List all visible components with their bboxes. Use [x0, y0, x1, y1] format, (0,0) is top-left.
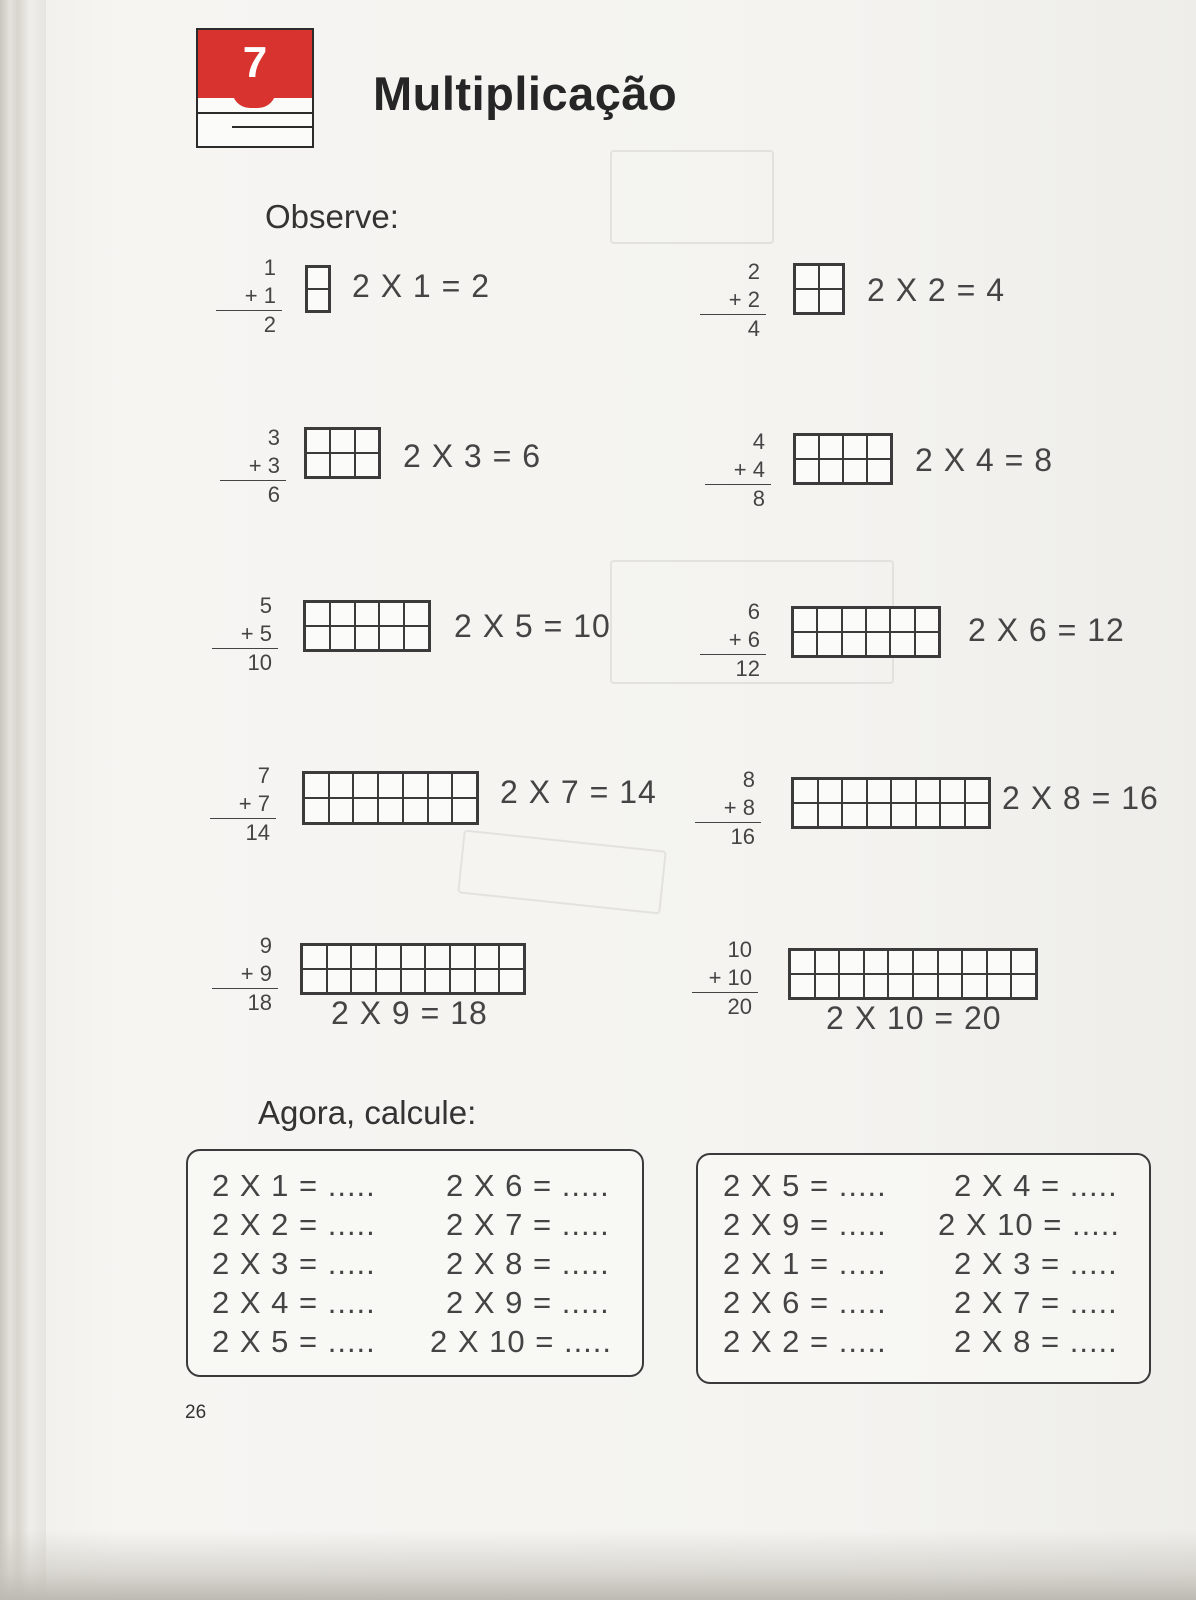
grid-square [965, 803, 990, 827]
practice-exercise: 2 X 6 = ..... [446, 1168, 610, 1203]
addition-stack [700, 598, 766, 683]
addend-top: 10 [727, 937, 752, 962]
practice-exercise: 2 X 6 = ..... [723, 1285, 887, 1320]
grid-square [329, 798, 354, 823]
addend-top: 6 [747, 599, 760, 624]
grid-square [351, 969, 376, 993]
grid-square [938, 950, 963, 974]
practice-exercise: 2 X 2 = ..... [212, 1207, 376, 1242]
addend-bottom: + 8 [695, 794, 761, 823]
grid-square [450, 945, 475, 969]
grid-square [819, 459, 843, 483]
sum: 20 [727, 994, 752, 1019]
grid-square [353, 798, 378, 823]
grid-square [353, 773, 378, 798]
grid-square [793, 632, 817, 656]
grid-square [916, 779, 941, 803]
grid-square [819, 289, 843, 313]
multiplication-equation: 2 X 9 = 18 [331, 995, 488, 1031]
addend-bottom: + 10 [692, 964, 758, 993]
practice-exercise: 2 X 9 = ..... [446, 1285, 610, 1320]
practice-exercise: 2 X 8 = ..... [446, 1246, 610, 1281]
badge-line [232, 126, 312, 128]
grid-square [866, 632, 890, 656]
grid-square [888, 974, 913, 998]
addend-bottom: + 2 [700, 286, 766, 315]
addend-top: 1 [263, 255, 276, 280]
addend-bottom: + 9 [212, 960, 278, 989]
grid-square [867, 435, 891, 459]
practice-exercise: 2 X 3 = ..... [954, 1246, 1118, 1281]
page-number: 26 [185, 1402, 207, 1423]
grid-square [376, 945, 401, 969]
grid-square [891, 779, 916, 803]
grid-square [378, 798, 403, 823]
practice-exercise: 2 X 2 = ..... [723, 1324, 887, 1359]
multiplication-equation: 2 X 2 = 4 [867, 272, 1005, 308]
grid-square [475, 945, 500, 969]
grid-square [307, 267, 329, 289]
grid-square [403, 798, 428, 823]
sum: 16 [730, 824, 755, 849]
grid-square [819, 265, 843, 289]
grid-square [867, 779, 892, 803]
multiplication-equation: 2 X 4 = 8 [915, 442, 1053, 478]
grid-square [890, 608, 914, 632]
grid-square [795, 435, 819, 459]
grid-square [818, 803, 843, 827]
grid-square [401, 945, 426, 969]
practice-exercise: 2 X 8 = ..... [954, 1324, 1118, 1359]
practice-exercise: 2 X 7 = ..... [446, 1207, 610, 1242]
addition-stack [210, 762, 276, 847]
grid-square [843, 459, 867, 483]
multiplication-equation: 2 X 6 = 12 [968, 612, 1125, 648]
practice-exercise: 2 X 1 = ..... [212, 1168, 376, 1203]
addend-top: 8 [742, 767, 755, 792]
badge-line [198, 112, 312, 114]
grid-square [940, 803, 965, 827]
addend-bottom: + 4 [705, 456, 771, 485]
grid-square [891, 803, 916, 827]
grid-square [962, 950, 987, 974]
grid-square [327, 945, 352, 969]
sum: 12 [735, 656, 760, 681]
grid-square [330, 626, 355, 650]
practice-exercise: 2 X 4 = ..... [212, 1285, 376, 1320]
grid-square [499, 969, 524, 993]
grid-square [428, 798, 453, 823]
grid-square [842, 608, 866, 632]
square-grid [793, 433, 893, 485]
addition-stack [705, 428, 771, 513]
grid-square [839, 974, 864, 998]
grid-square [403, 773, 428, 798]
grid-square [330, 429, 354, 453]
sum: 2 [263, 312, 276, 337]
addition-stack [216, 254, 282, 339]
grid-square [913, 950, 938, 974]
grid-square [793, 803, 818, 827]
grid-square [327, 969, 352, 993]
grid-square [329, 773, 354, 798]
addition-stack [695, 766, 761, 851]
practice-exercise: 2 X 4 = ..... [954, 1168, 1118, 1203]
grid-square [450, 969, 475, 993]
square-grid [304, 427, 381, 479]
grid-square [965, 779, 990, 803]
square-grid [791, 777, 991, 829]
grid-square [304, 798, 329, 823]
grid-square [839, 950, 864, 974]
grid-square [916, 803, 941, 827]
grid-square [378, 773, 403, 798]
addend-bottom: + 7 [210, 790, 276, 819]
grid-square [866, 608, 890, 632]
badge-puzzle-tab [232, 90, 276, 108]
addition-stack [700, 258, 766, 343]
grid-square [795, 289, 819, 313]
grid-square [815, 974, 840, 998]
practice-exercise: 2 X 10 = ..... [430, 1324, 613, 1359]
grid-square [425, 945, 450, 969]
grid-square [499, 945, 524, 969]
grid-square [817, 632, 841, 656]
square-grid [303, 600, 431, 652]
grid-square [355, 453, 379, 477]
square-grid [793, 263, 845, 315]
page-bottom-shadow [0, 1530, 1196, 1600]
grid-square [843, 435, 867, 459]
sum: 6 [267, 482, 280, 507]
grid-square [819, 435, 843, 459]
addend-top: 3 [267, 425, 280, 450]
practice-exercise: 2 X 9 = ..... [723, 1207, 887, 1242]
grid-square [306, 453, 330, 477]
practice-exercise: 2 X 3 = ..... [212, 1246, 376, 1281]
grid-square [795, 459, 819, 483]
book-binding [0, 0, 46, 1600]
grid-square [304, 773, 329, 798]
multiplication-equation: 2 X 1 = 2 [352, 268, 490, 304]
grid-square [452, 798, 477, 823]
practice-exercise: 2 X 1 = ..... [723, 1246, 887, 1281]
addend-top: 2 [747, 259, 760, 284]
addend-bottom: + 5 [212, 620, 278, 649]
square-grid [788, 948, 1038, 1000]
grid-square [355, 602, 380, 626]
grid-square [790, 950, 815, 974]
grid-square [306, 429, 330, 453]
grid-square [864, 950, 889, 974]
grid-square [355, 429, 379, 453]
grid-square [795, 265, 819, 289]
grid-square [452, 773, 477, 798]
square-grid [791, 606, 941, 658]
sum: 10 [247, 650, 272, 675]
multiplication-equation: 2 X 5 = 10 [454, 608, 611, 644]
grid-square [401, 969, 426, 993]
practice-exercise: 2 X 7 = ..... [954, 1285, 1118, 1320]
multiplication-equation: 2 X 7 = 14 [500, 774, 657, 810]
sum: 14 [245, 820, 270, 845]
grid-square [404, 626, 429, 650]
sum: 4 [747, 316, 760, 341]
grid-square [379, 626, 404, 650]
sum: 18 [247, 990, 272, 1015]
grid-square [962, 974, 987, 998]
grid-square [915, 632, 939, 656]
grid-square [351, 945, 376, 969]
grid-square [790, 974, 815, 998]
grid-square [818, 779, 843, 803]
lesson-number: 7 [242, 38, 268, 87]
page-title: Multiplicação [373, 67, 678, 120]
lesson-badge [196, 28, 314, 148]
addition-stack [220, 424, 286, 509]
grid-square [428, 773, 453, 798]
practice-exercise: 2 X 5 = ..... [212, 1324, 376, 1359]
grid-square [379, 602, 404, 626]
grid-square [793, 779, 818, 803]
bleed-through-box [610, 150, 774, 244]
addition-stack [692, 936, 758, 1021]
grid-square [302, 945, 327, 969]
square-grid [302, 771, 479, 825]
sum: 8 [752, 486, 765, 511]
practice-exercise: 2 X 5 = ..... [723, 1168, 887, 1203]
grid-square [938, 974, 963, 998]
grid-square [305, 626, 330, 650]
grid-square [867, 803, 892, 827]
addend-bottom: + 3 [220, 452, 286, 481]
square-grid [305, 265, 331, 313]
grid-square [842, 779, 867, 803]
grid-square [793, 608, 817, 632]
grid-square [355, 626, 380, 650]
addition-stack [212, 932, 278, 1017]
grid-square [305, 602, 330, 626]
grid-square [1011, 974, 1036, 998]
multiplication-equation: 2 X 8 = 16 [1002, 780, 1159, 816]
grid-square [404, 602, 429, 626]
grid-square [815, 950, 840, 974]
practice-exercise: 2 X 10 = ..... [938, 1207, 1121, 1242]
addend-top: 4 [752, 429, 765, 454]
grid-square [376, 969, 401, 993]
observe-heading: Observe: [265, 198, 399, 235]
grid-square [913, 974, 938, 998]
addition-stack [212, 592, 278, 677]
addend-bottom: + 1 [216, 282, 282, 311]
grid-square [867, 459, 891, 483]
square-grid [300, 943, 526, 995]
grid-square [842, 632, 866, 656]
grid-square [842, 803, 867, 827]
grid-square [307, 289, 329, 311]
addend-top: 5 [259, 593, 272, 618]
grid-square [425, 969, 450, 993]
practice-heading: Agora, calcule: [258, 1094, 477, 1131]
grid-square [888, 950, 913, 974]
grid-square [987, 950, 1012, 974]
grid-square [940, 779, 965, 803]
grid-square [330, 602, 355, 626]
grid-square [330, 453, 354, 477]
addend-top: 7 [257, 763, 270, 788]
multiplication-equation: 2 X 10 = 20 [826, 1000, 1002, 1036]
grid-square [915, 608, 939, 632]
addend-top: 9 [259, 933, 272, 958]
grid-square [475, 969, 500, 993]
multiplication-equation: 2 X 3 = 6 [403, 438, 541, 474]
grid-square [1011, 950, 1036, 974]
grid-square [987, 974, 1012, 998]
addend-bottom: + 6 [700, 626, 766, 655]
grid-square [890, 632, 914, 656]
grid-square [302, 969, 327, 993]
grid-square [864, 974, 889, 998]
grid-square [817, 608, 841, 632]
